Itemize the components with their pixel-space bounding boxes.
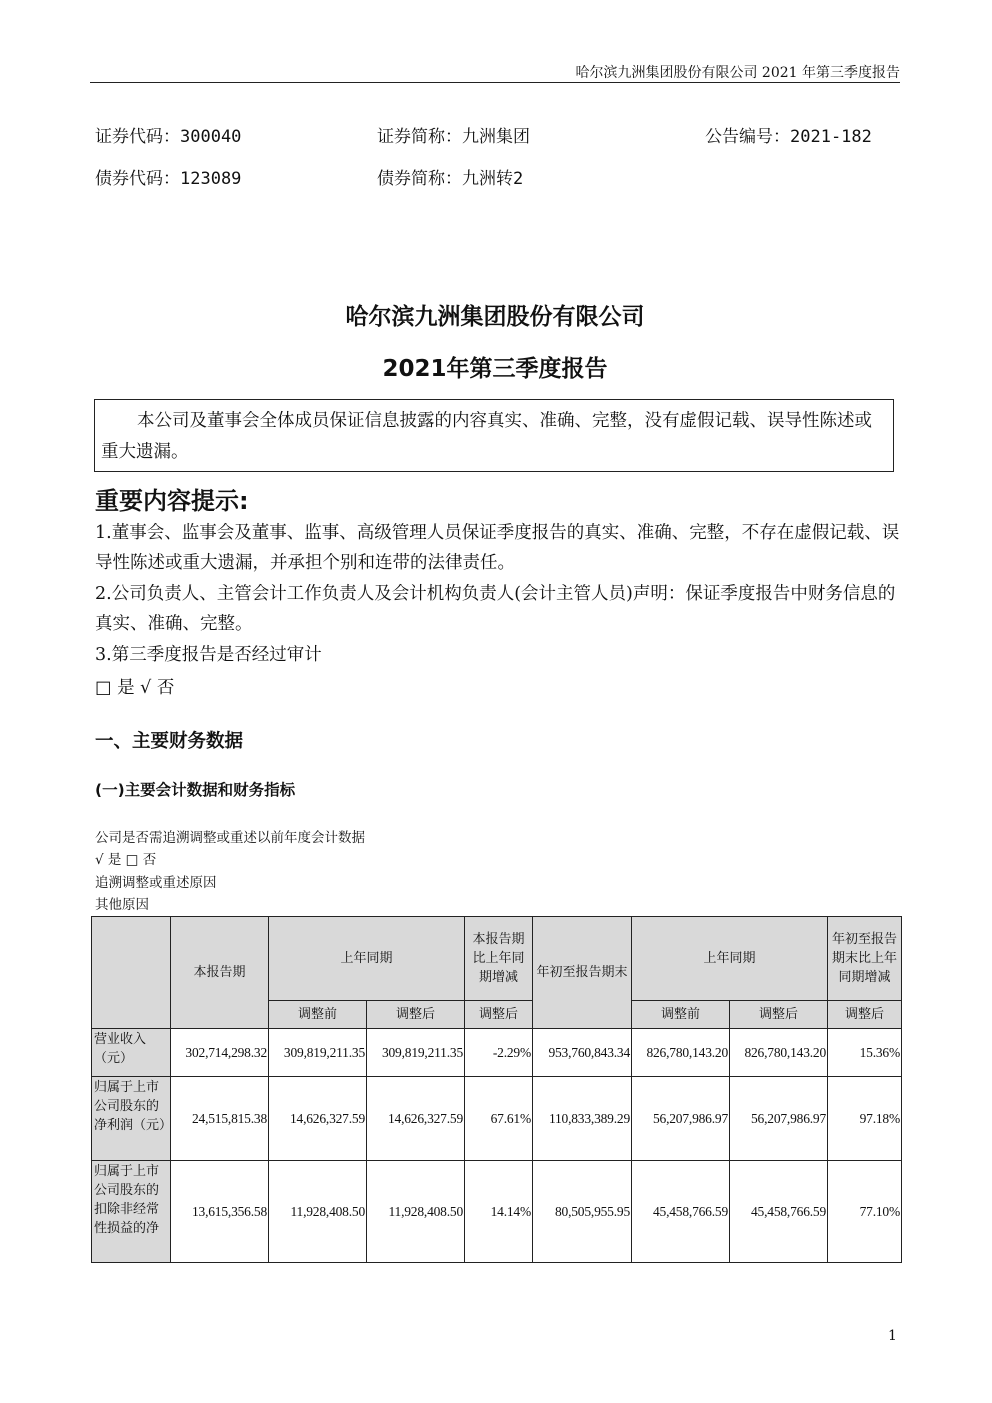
cell-value: 45,458,766.59: [730, 1161, 828, 1263]
header-ytd: 年初至报告期末: [533, 917, 632, 1029]
cell-value: 45,458,766.59: [632, 1161, 730, 1263]
cell-value: 56,207,986.97: [632, 1077, 730, 1161]
meta-row-bond: [95, 164, 895, 188]
cell-value: 14.14%: [465, 1161, 533, 1263]
bond-code: 债券代码：123089: [95, 169, 242, 189]
financial-data-table: [91, 916, 902, 1263]
notice-box: [94, 399, 894, 472]
cell-value: 826,780,143.20: [730, 1029, 828, 1077]
page-number: 1: [888, 1328, 897, 1344]
table-header-row: [92, 917, 902, 1001]
subheader-before-ytd: 调整前: [632, 1001, 730, 1029]
cell-value: 24,515,815.38: [171, 1077, 269, 1161]
important-item-2: 2.公司负责人、主管会计工作负责人及会计机构负责人(会计主管人员)声明：保证季度报告中财务信息的真实、准确、完整。: [95, 584, 896, 634]
table-row: [92, 1029, 902, 1077]
header-period-change: 本报告期比上年同期增减: [465, 917, 533, 1001]
section-heading: 一、主要财务数据: [95, 731, 244, 752]
cell-value: 11,928,408.50: [269, 1161, 367, 1263]
cell-value: 309,819,211.35: [367, 1029, 465, 1077]
cell-value: 14,626,327.59: [269, 1077, 367, 1161]
cell-value: 80,505,955.95: [533, 1161, 632, 1263]
cell-value: -2.29%: [465, 1029, 533, 1077]
table-row: [92, 1077, 902, 1161]
stock-abbreviation: 证券简称：九洲集团: [377, 127, 530, 147]
running-header: 哈尔滨九洲集团股份有限公司 2021 年第三季度报告: [575, 65, 900, 81]
cell-value: 11,928,408.50: [367, 1161, 465, 1263]
cell-value: 13,615,356.58: [171, 1161, 269, 1263]
notice-text: 本公司及董事会全体成员保证信息披露的内容真实、准确、完整，没有虚假记载、误导性陈述或重大遗漏。: [101, 411, 872, 462]
important-item-1: 1.董事会、监事会及董事、监事、高级管理人员保证季度报告的真实、准确、完整，不存在虚假记载、误导性陈述或重大遗漏，并承担个别和连带的法律责任。: [95, 523, 900, 573]
cell-value: 56,207,986.97: [730, 1077, 828, 1161]
header-prev-same-ytd: 上年同期: [632, 917, 828, 1001]
cell-value: 77.10%: [828, 1161, 902, 1263]
notice-number: 公告编号：2021-182: [705, 127, 872, 147]
cell-value: 826,780,143.20: [632, 1029, 730, 1077]
header-prev-same-period: 上年同期: [269, 917, 465, 1001]
cell-value: 97.18%: [828, 1077, 902, 1161]
report-title: 2021年第三季度报告: [382, 356, 608, 382]
cell-value: 15.36%: [828, 1029, 902, 1077]
restate-reason-label: 追溯调整或重述原因: [95, 875, 217, 891]
table-corner-cell: [92, 917, 171, 1029]
cell-value: 302,714,298.32: [171, 1029, 269, 1077]
row-label: 归属于上市公司股东的净利润（元）: [92, 1077, 171, 1161]
subsection-heading: (一)主要会计数据和财务指标: [95, 781, 296, 799]
subheader-after: 调整后: [367, 1001, 465, 1029]
subheader-after-ytd: 调整后: [730, 1001, 828, 1029]
cell-value: 953,760,843.34: [533, 1029, 632, 1077]
subheader-ytd-change-after: 调整后: [828, 1001, 902, 1029]
header-rule: [90, 82, 900, 83]
row-label: 营业收入（元）: [92, 1029, 171, 1077]
important-item-3: 3.第三季度报告是否经过审计: [95, 645, 322, 665]
header-current-period: 本报告期: [171, 917, 269, 1029]
restate-question: 公司是否需追溯调整或重述以前年度会计数据: [95, 830, 365, 846]
cell-value: 309,819,211.35: [269, 1029, 367, 1077]
meta-row-stock: [95, 122, 895, 146]
row-label: 归属于上市公司股东的扣除非经常性损益的净: [92, 1161, 171, 1263]
stock-code: 证券代码：300040: [95, 127, 242, 147]
table-row: [92, 1161, 902, 1263]
bond-abbreviation: 债券简称：九洲转2: [377, 169, 524, 189]
company-title: 哈尔滨九洲集团股份有限公司: [345, 304, 645, 330]
restate-reason-value: 其他原因: [95, 897, 149, 913]
cell-value: 67.61%: [465, 1077, 533, 1161]
subheader-before: 调整前: [269, 1001, 367, 1029]
header-ytd-change: 年初至报告期末比上年同期增减: [828, 917, 902, 1001]
subheader-change-after: 调整后: [465, 1001, 533, 1029]
cell-value: 110,833,389.29: [533, 1077, 632, 1161]
audit-choice: □ 是 √ 否: [95, 678, 175, 698]
important-heading: 重要内容提示:: [95, 487, 249, 515]
cell-value: 14,626,327.59: [367, 1077, 465, 1161]
restate-choice: √ 是 □ 否: [95, 852, 157, 868]
